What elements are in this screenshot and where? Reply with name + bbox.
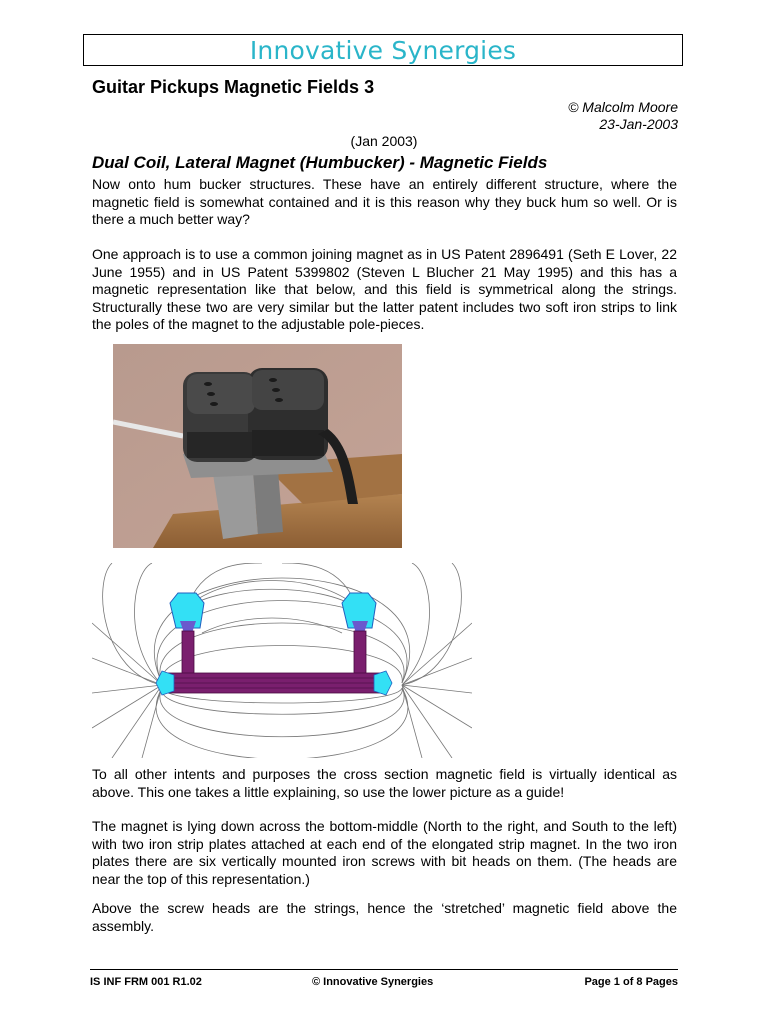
magnetic-field-diagram: [92, 563, 472, 758]
paragraph-patents: One approach is to use a common joining magnet as in US Patent 2896491 (Seth E Lover, 22 June 1955) and in US Patent 5399802 (Steven L Blucher 21 May 1995) and this has a magnetic representation like that below, and this field is symmetrical along the strings. Structurally these two are very similar but the latter patent includes two soft iron strips to link the poles of the magnet to the adjustable pole-pieces.: [92, 246, 677, 332]
author: © Malcolm Moore: [568, 99, 678, 115]
section-heading: Dual Coil, Lateral Magnet (Humbucker) - Magnetic Fields: [92, 153, 548, 172]
document-title: Guitar Pickups Magnetic Fields 3: [92, 77, 375, 97]
footer-copyright: © Innovative Synergies: [312, 976, 434, 988]
paragraph-magnet-description: The magnet is lying down across the bottom-middle (North to the right, and South to the left) with two iron strip plates attached at each end of the elongated strip magnet. In the two iron plates there are six vertically mounted iron screws with bit heads on them. (The heads are near the top of this representation.): [92, 818, 677, 887]
humbucker-pickup-photo: [113, 344, 402, 548]
header-box: [83, 34, 683, 66]
paragraph-intro: Now onto hum bucker structures. These have an entirely different structure, where the magnetic field is somewhat contained and it is this reason why they buck hum so well. Or is there a much better way?: [92, 176, 677, 227]
paragraph-cross-section: To all other intents and purposes the cross section magnetic field is virtually identical as above. This one takes a little explaining, so use the lower picture as a guide!: [92, 766, 677, 800]
date-center: (Jan 2003): [350, 133, 418, 149]
paragraph-strings: Above the screw heads are the strings, hence the ‘stretched’ magnetic field above the assembly.: [92, 900, 677, 934]
document-date: 23-Jan-2003: [599, 116, 678, 132]
footer-page-number: Page 1 of 8 Pages: [584, 976, 678, 988]
footer-divider: [90, 969, 678, 970]
footer-form-id: IS INF FRM 001 R1.02: [90, 976, 202, 988]
header-title: Innovative Synergies: [249, 35, 517, 65]
